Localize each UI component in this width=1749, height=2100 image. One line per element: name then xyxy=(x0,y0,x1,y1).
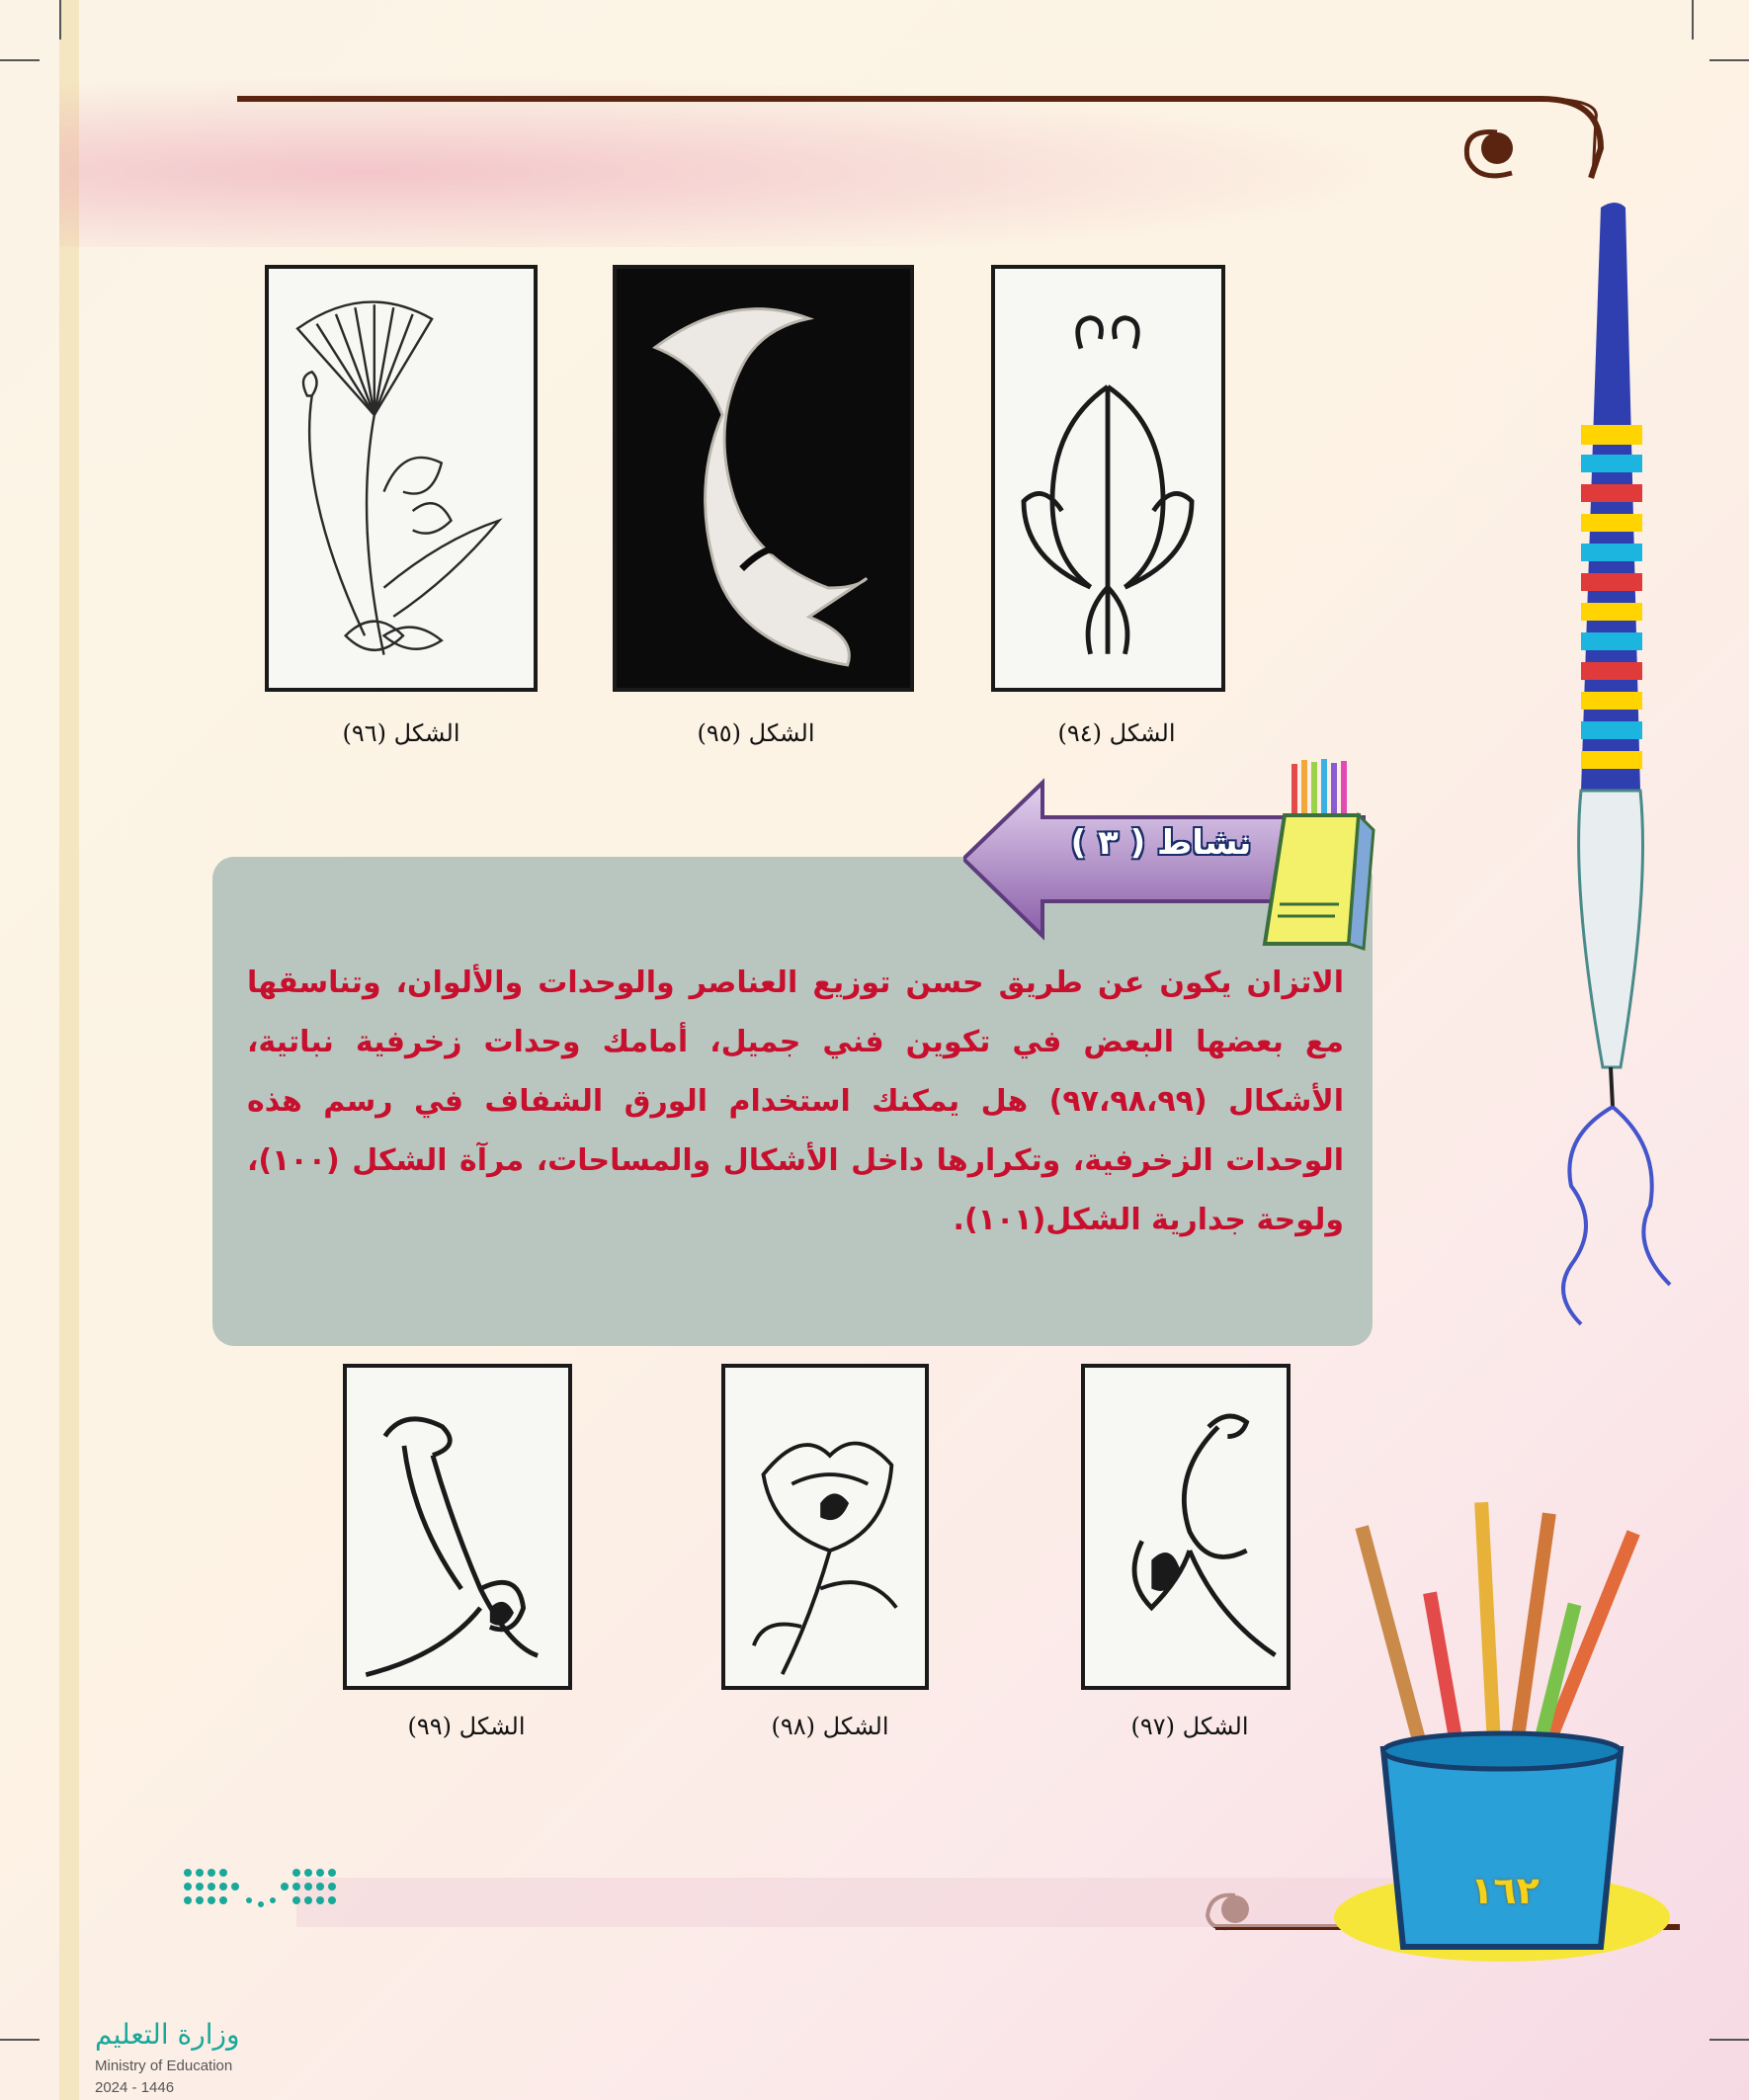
figure-95 xyxy=(613,265,914,692)
figure-99-ornament xyxy=(347,1368,568,1686)
colored-pencils-box-icon xyxy=(1250,756,1378,954)
figure-99-caption: الشكل (٩٩) xyxy=(407,1713,526,1740)
figure-98-caption: الشكل (٩٨) xyxy=(771,1713,889,1740)
figure-97-caption: الشكل (٩٧) xyxy=(1130,1713,1249,1740)
figure-95-caption: الشكل (٩٥) xyxy=(697,719,815,747)
figure-94 xyxy=(991,265,1225,692)
page-number: ١٦٢ xyxy=(1470,1869,1540,1912)
ministry-logo-dots xyxy=(178,1863,351,1917)
figure-98-ornament xyxy=(725,1368,925,1686)
activity-text: الاتزان يكون عن طريق حسن توزيع العناصر والوحدات والألوان، وتناسقها مع بعضها البعض في تكوين فني جميل، أمامك وحدات زخرفية نباتية، الأشكال (٩٧،٩٨،٩٩) هل يمكنك استخدام الورق الشفاف في رسم هذه الوحدات الزخرفية، وتكرارها داخل الأشكال والمساحات، مرآة الشكل (١٠٠)، ولوحة جدارية الشكل(١٠١). xyxy=(247,966,1344,1237)
pen-illustration xyxy=(1541,198,1729,1344)
ministry-name-arabic: وزارة التعليم xyxy=(95,2018,240,2051)
figure-98 xyxy=(721,1364,929,1690)
ministry-name-english: Ministry of Education xyxy=(95,2058,233,2074)
figure-97-ornament xyxy=(1085,1368,1287,1686)
figure-96-caption: الشكل (٩٦) xyxy=(342,719,460,747)
activity-label: نشاط ( ٣ ) xyxy=(1070,823,1252,863)
figure-95-ornament xyxy=(617,269,910,688)
figure-99 xyxy=(343,1364,572,1690)
figure-94-caption: الشكل (٩٤) xyxy=(1057,719,1176,747)
figure-97 xyxy=(1081,1364,1291,1690)
figure-94-ornament xyxy=(995,269,1221,688)
figure-96-ornament xyxy=(269,269,534,688)
figure-96 xyxy=(265,265,538,692)
ministry-year: 2024 - 1446 xyxy=(95,2079,175,2096)
